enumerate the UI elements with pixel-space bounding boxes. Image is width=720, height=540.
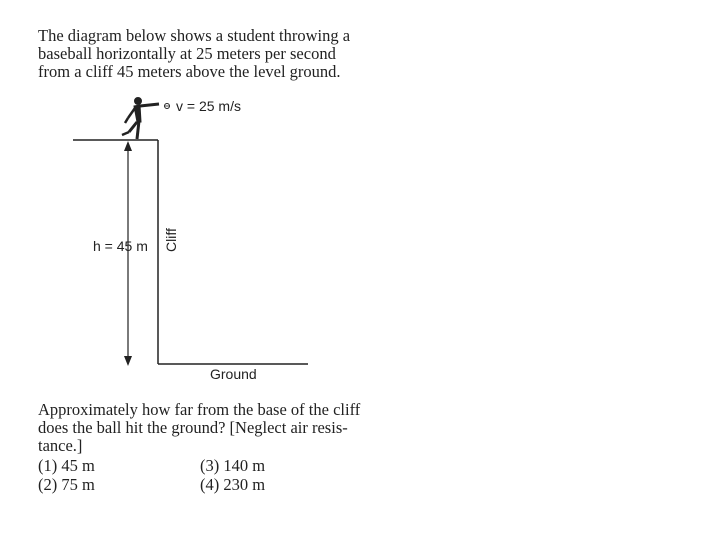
option-number: (3) — [200, 456, 220, 475]
question-line: does the ball hit the ground? [Neglect air resis- — [38, 418, 348, 437]
height-label: h = 45 m — [93, 238, 148, 254]
intro-line: The diagram below shows a student throwing a — [38, 26, 351, 45]
cliff-label: Cliff — [163, 228, 179, 252]
option-number: (4) — [200, 475, 220, 494]
option-2[interactable] — [38, 476, 95, 494]
option-1[interactable] — [38, 457, 95, 475]
option-number: (2) — [38, 475, 58, 494]
baseball-icon — [165, 104, 170, 109]
question-line: Approximately how far from the base of the cliff — [38, 400, 361, 419]
option-4[interactable] — [200, 476, 265, 494]
intro-line: from a cliff 45 meters above the level ground. — [38, 62, 341, 81]
option-text: 230 m — [223, 475, 266, 494]
velocity-label: v = 25 m/s — [176, 98, 241, 114]
option-3[interactable] — [200, 457, 265, 475]
question-line: tance.] — [38, 436, 83, 455]
option-number: (1) — [38, 456, 58, 475]
ground-label: Ground — [210, 366, 257, 382]
intro-line: baseball horizontally at 25 meters per second — [38, 44, 336, 63]
student-figure-icon — [122, 98, 159, 140]
option-text: 75 m — [61, 475, 95, 494]
option-text: 140 m — [223, 456, 266, 475]
option-text: 45 m — [61, 456, 95, 475]
